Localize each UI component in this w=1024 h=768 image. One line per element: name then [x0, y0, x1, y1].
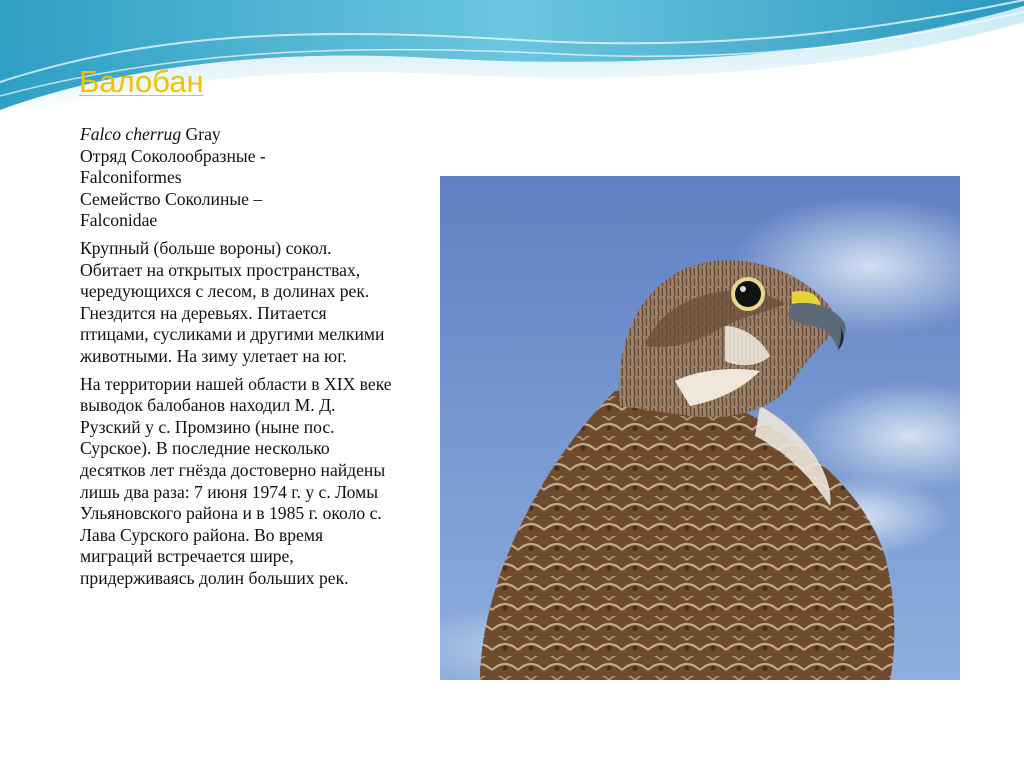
species-author: Gray: [181, 124, 221, 144]
species-latin-name: Falco cherrug: [80, 124, 182, 144]
family-line: Семейство Соколиные –: [80, 188, 263, 209]
taxonomy-block: [80, 124, 392, 232]
order-line: Отряд Соколообразные -: [80, 145, 266, 166]
slide-title[interactable]: Балобан: [79, 64, 204, 99]
slide-body: [80, 124, 392, 589]
description-paragraph: Крупный (больше вороны) сокол. Обитает на открытых пространствах, чередующихся с лесом, в долинах рек. Гнездится на деревьях. Питается птицами, сусликами и другими мелкими животными. На зиму улетает на юг.: [80, 237, 385, 366]
species-line: [80, 124, 392, 146]
wave-header-decoration: [0, 0, 1024, 120]
falcon-photo: [440, 176, 960, 680]
family-latin-line: Falconidae: [80, 210, 158, 231]
regional-history-paragraph: На территории нашей области в XIX веке выводок балобанов находил М. Д. Рузский у с. Промзино (ныне пос. Сурское). В последние несколько десятков лет гнёзда достоверно найдены лишь два раза: 7 июня 1974 г. у с. Ломы Ульяновского района и в 1985 г. около с. Лава Сурского района. Во время миграций встречается шире, придерживаясь долин больших рек.: [80, 373, 392, 588]
order-latin-line: Falconiformes: [80, 167, 182, 188]
